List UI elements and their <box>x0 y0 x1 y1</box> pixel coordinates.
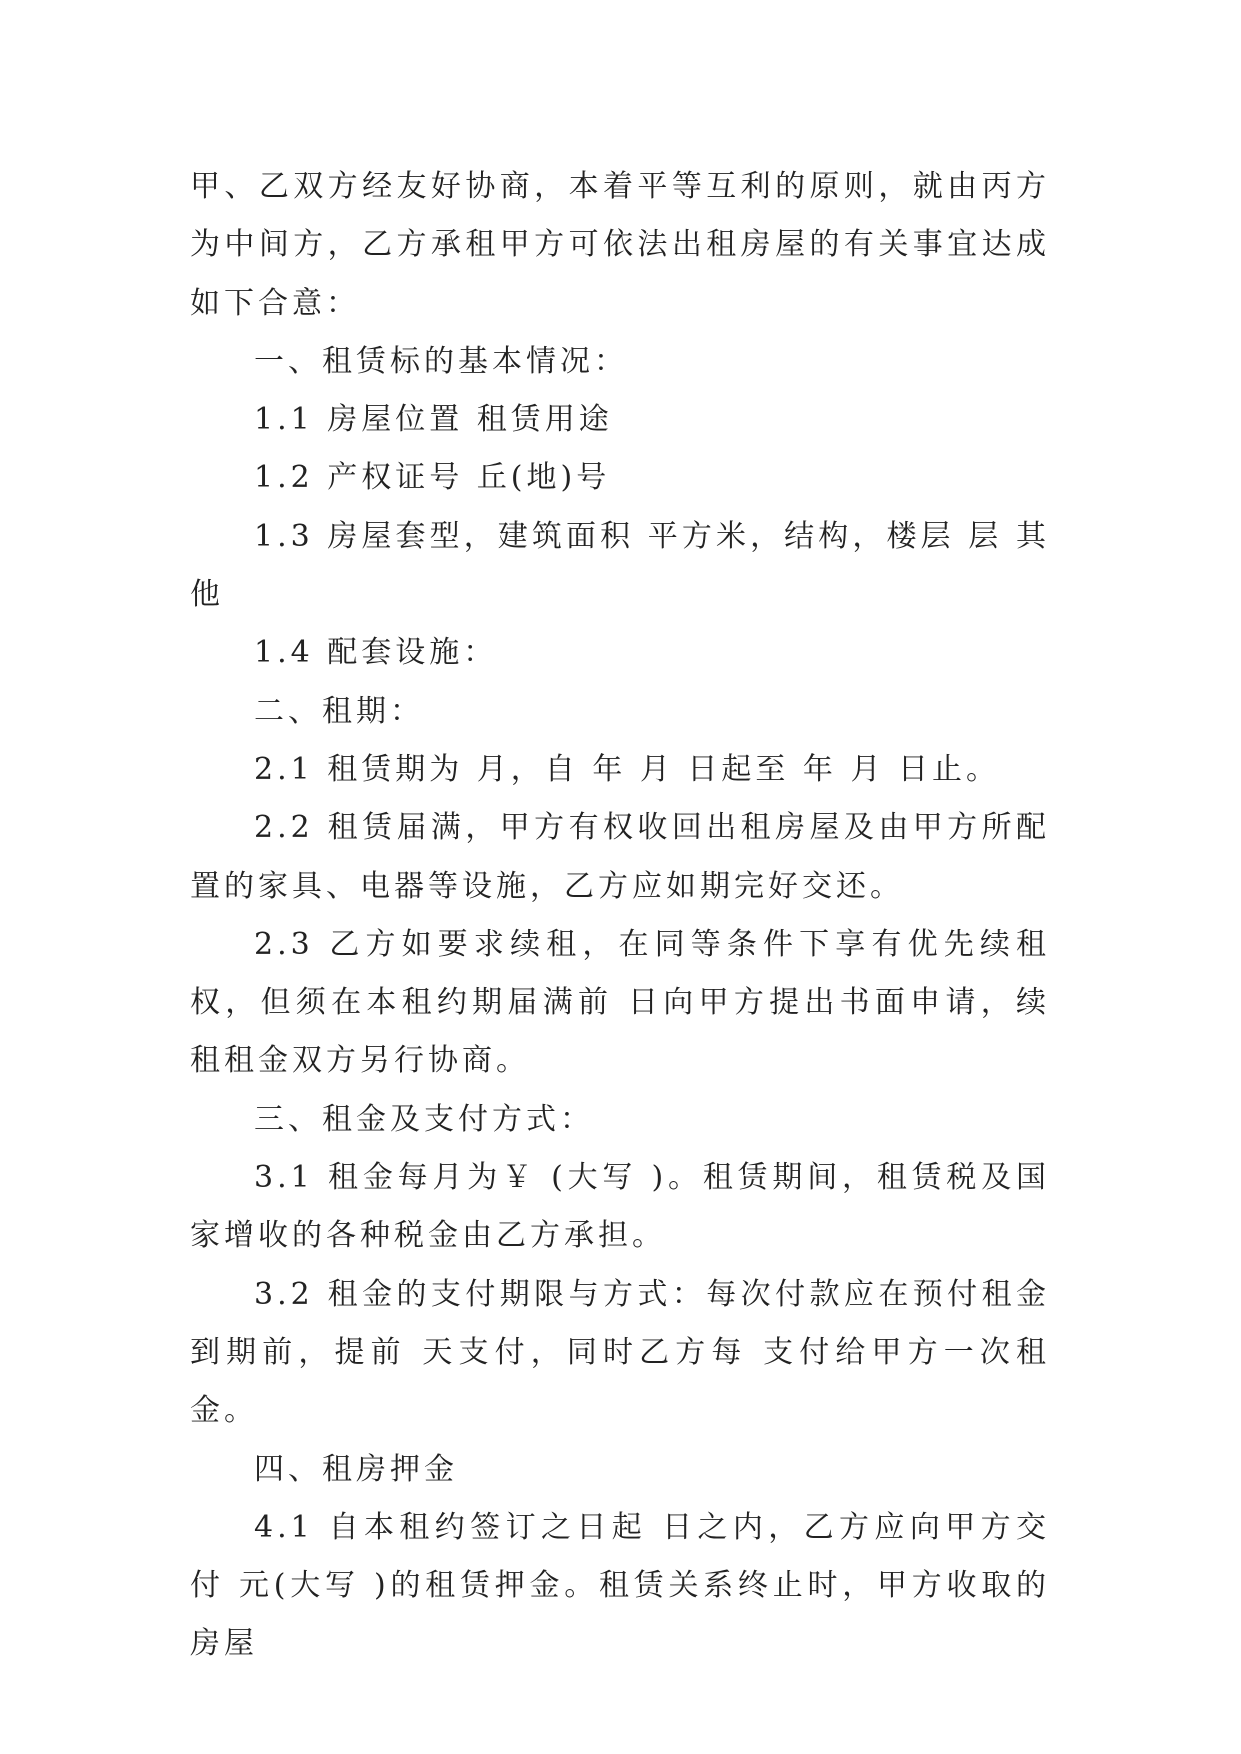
clause-4-1: 4.1 自本租约签订之日起 日之内，乙方应向甲方交付 元(大写 )的租赁押金。租赁关系终止时，甲方收取的房屋 <box>190 1509 1050 1662</box>
clause-1-3: 1.3 房屋套型，建筑面积 平方米，结构，楼层 层 其他 <box>190 518 1050 613</box>
clause-1-4: 1.4 配套设施： <box>254 635 498 671</box>
clause-3-2: 3.2 租金的支付期限与方式：每次付款应在预付租金到期前，提前 天支付，同时乙方每 支付给甲方一次租金。 <box>190 1276 1050 1429</box>
clause-1-1: 1.1 房屋位置 租赁用途 <box>254 402 613 438</box>
clause-2-2: 2.2 租赁届满，甲方有权收回出租房屋及由甲方所配置的家具、电器等设施，乙方应如期完好交还。 <box>190 810 1050 904</box>
paragraph-intro: 甲、乙双方经友好协商，本着平等互利的原则，就由丙方为中间方，乙方承租甲方可依法出租房屋的有关事宜达成如下合意： <box>190 169 1050 321</box>
section-heading-4: 四、租房押金 <box>254 1451 458 1487</box>
section-heading-1: 一、租赁标的基本情况： <box>254 343 628 379</box>
document-body <box>190 158 1050 1674</box>
section-heading-3: 三、租金及支付方式： <box>254 1101 594 1137</box>
section-heading-2: 二、租期： <box>254 693 424 729</box>
clause-1-2: 1.2 产权证号 丘(地)号 <box>254 460 611 496</box>
clause-2-1: 2.1 租赁期为 月，自 年 月 日起至 年 月 日止。 <box>254 751 1000 787</box>
clause-3-1: 3.1 租金每月为￥ (大写 )。租赁期间，租赁税及国家增收的各种税金由乙方承担。 <box>190 1160 1050 1254</box>
clause-2-3: 2.3 乙方如要求续租，在同等条件下享有优先续租权，但须在本租约期届满前 日向甲方提出书面申请，续租租金双方另行协商。 <box>190 926 1050 1079</box>
